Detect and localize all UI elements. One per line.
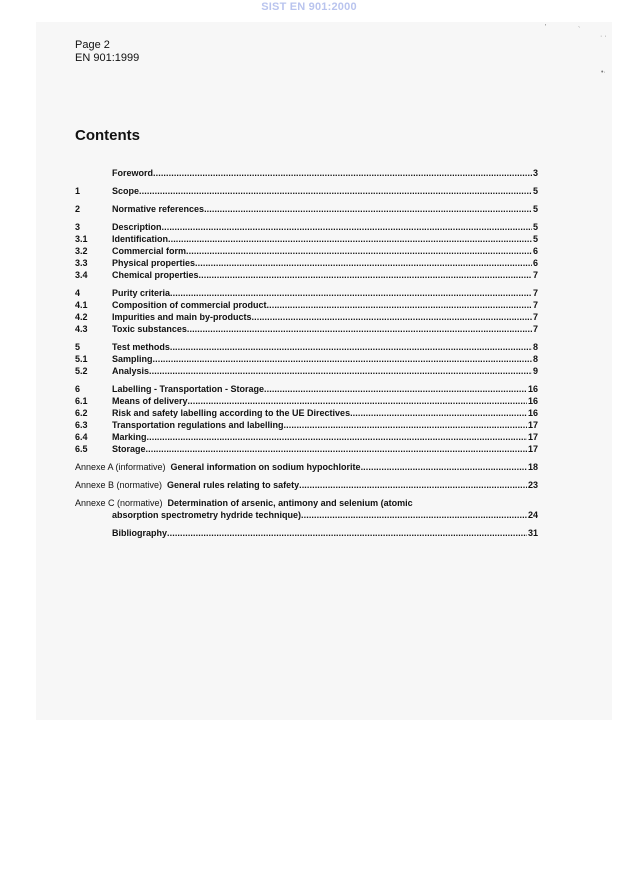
toc-entry-page: 6 [532,258,538,268]
dot-leader [350,407,527,419]
toc-entry[interactable] [75,509,538,521]
toc-entry-page: 17 [527,444,538,454]
watermark: SIST EN 901:2000 [261,1,357,13]
toc-entry[interactable] [75,461,538,473]
toc-entry-title: General information on sodium hypochlorite [170,462,361,472]
dot-leader [187,323,532,335]
toc-entry-title: Means of delivery [112,396,188,406]
dot-leader [199,269,532,281]
toc-entry[interactable] [75,221,538,233]
dot-leader [264,383,527,395]
dot-leader [167,527,527,539]
dot-leader [188,395,527,407]
dot-leader [146,443,527,455]
toc-entry-page: 31 [527,528,538,538]
toc-entry-page: 17 [527,420,538,430]
toc-entry[interactable] [75,185,538,197]
toc-entry-number: 1 [75,186,81,196]
toc-entry-page: 16 [527,396,538,406]
toc-entry-title: General rules relating to safety [167,480,300,490]
toc-entry-title: Risk and safety labelling according to the UE Directives [112,408,351,418]
toc-entry-page: 5 [532,222,538,232]
toc-entry-title: Chemical properties [112,270,199,280]
toc-entry-page: 5 [532,204,538,214]
toc-entry-title: absorption spectrometry hydride technique) [112,510,302,520]
page-header [75,39,139,65]
toc-entry-number: 3.4 [75,270,88,280]
toc-entry-page: 6 [532,246,538,256]
toc-entry-title: Purity criteria [112,288,171,298]
toc-group [75,221,538,281]
toc-entry-page: 16 [527,384,538,394]
dot-leader [252,311,532,323]
dot-leader [195,257,532,269]
dot-leader [301,509,527,521]
toc-entry[interactable] [75,383,538,395]
toc-entry[interactable] [75,443,538,455]
toc-entry-number: 5.1 [75,354,88,364]
dot-leader [162,221,532,233]
standard-id: EN 901:1999 [75,52,140,64]
dot-leader [170,287,532,299]
toc-entry[interactable] [75,203,538,215]
toc-group [75,287,538,335]
toc-entry-title: Determination of arsenic, antimony and selenium (atomic [167,498,413,508]
scan-speck: ` [578,27,581,34]
toc-entry-title: Physical properties [112,258,196,268]
toc-entry[interactable] [75,311,538,323]
contents-heading: Contents [75,127,140,144]
toc-entry-page: 9 [532,366,538,376]
toc-annex-label: Annexe A (informative) [75,462,166,472]
toc-entry-title: Description [112,222,162,232]
toc-entry-page: 8 [532,342,538,352]
toc-entry-number: 5 [75,342,81,352]
dot-leader [149,365,532,377]
toc-entry-number: 3.2 [75,246,88,256]
toc-entry-page: 5 [532,186,538,196]
toc-entry-number: 3.3 [75,258,88,268]
dot-leader [168,233,532,245]
toc-entry[interactable] [75,407,538,419]
toc-entry-page: 17 [527,432,538,442]
toc-entry[interactable] [75,395,538,407]
toc-entry-number: 6.2 [75,408,88,418]
toc-entry[interactable] [75,167,538,179]
toc-entry-number: 4.2 [75,312,88,322]
toc-entry-title: Marking [112,432,147,442]
dot-leader [147,431,527,443]
toc-annex-label: Annexe B (normative) [75,480,163,490]
page-number: Page 2 [75,39,110,51]
toc-entry-title: Scope [112,186,140,196]
scan-speck: •· [601,69,606,76]
dot-leader [170,341,532,353]
toc-entry[interactable] [75,323,538,335]
toc-entry-number: 6.5 [75,444,88,454]
toc-group [75,341,538,377]
toc-entry[interactable] [75,419,538,431]
toc-entry-title: Sampling [112,354,153,364]
toc-entry[interactable] [75,479,538,491]
toc-entry-number: 6.4 [75,432,88,442]
toc-entry-number: 4 [75,288,81,298]
toc-entry-number: 6.3 [75,420,88,430]
toc-entry-number: 3 [75,222,81,232]
toc-entry-title: Composition of commercial product [112,300,267,310]
dot-leader [153,167,532,179]
toc-group [75,461,538,473]
toc-entry-title: Commercial form [112,246,187,256]
dot-leader [267,299,532,311]
toc-group [75,167,538,179]
toc-entry[interactable] [75,233,538,245]
toc-entry-page: 18 [527,462,538,472]
toc-entry-title: Test methods [112,342,170,352]
toc-entry-page: 3 [532,168,538,178]
toc-entry-page: 24 [527,510,538,520]
dot-leader [284,419,527,431]
toc-entry-page: 7 [532,270,538,280]
toc-entry-page: 7 [532,288,538,298]
toc-entry[interactable] [75,299,538,311]
toc-group [75,497,538,521]
scan-speck: ' [545,24,547,31]
toc-entry-title: Impurities and main by-products [112,312,252,322]
toc-entry[interactable] [75,365,538,377]
toc-entry-title: Transportation regulations and labelling [112,420,284,430]
toc-group [75,203,538,215]
toc-entry[interactable] [75,497,538,509]
toc-entry-number: 5.2 [75,366,88,376]
dot-leader [204,203,532,215]
toc-entry-title: Normative references [112,204,205,214]
dot-leader [186,245,532,257]
toc-entry-number: 2 [75,204,81,214]
scan-speck: · · [600,33,607,40]
toc-group [75,527,538,539]
dot-leader [361,461,527,473]
toc-group [75,383,538,455]
toc-entry-title: Storage [112,444,146,454]
toc-entry[interactable] [75,245,538,257]
toc-entry-title: Labelling - Transportation - Storage [112,384,265,394]
toc-entry[interactable] [75,257,538,269]
toc-entry-page: 23 [527,480,538,490]
dot-leader [299,479,527,491]
toc-entry-number: 3.1 [75,234,88,244]
toc-entry-number: 4.3 [75,324,88,334]
toc-entry-title: Analysis [112,366,150,376]
table-of-contents [75,167,538,545]
toc-entry-number: 6.1 [75,396,88,406]
toc-entry[interactable] [75,431,538,443]
toc-entry[interactable] [75,353,538,365]
toc-entry-title: Identification [112,234,168,244]
toc-entry[interactable] [75,287,538,299]
toc-group [75,479,538,491]
toc-annex-label: Annexe C (normative) [75,498,163,508]
toc-entry-title: Toxic substances [112,324,187,334]
toc-group [75,185,538,197]
toc-entry-title: Foreword [112,168,154,178]
toc-entry-page: 8 [532,354,538,364]
dot-leader [139,185,532,197]
toc-entry-number: 6 [75,384,81,394]
toc-entry-page: 7 [532,300,538,310]
toc-entry[interactable] [75,341,538,353]
toc-entry-page: 5 [532,234,538,244]
toc-entry-title: Bibliography [112,528,168,538]
toc-entry[interactable] [75,269,538,281]
toc-entry[interactable] [75,527,538,539]
toc-entry-number: 4.1 [75,300,88,310]
toc-entry-page: 7 [532,312,538,322]
toc-entry-page: 16 [527,408,538,418]
dot-leader [153,353,532,365]
toc-entry-page: 7 [532,324,538,334]
